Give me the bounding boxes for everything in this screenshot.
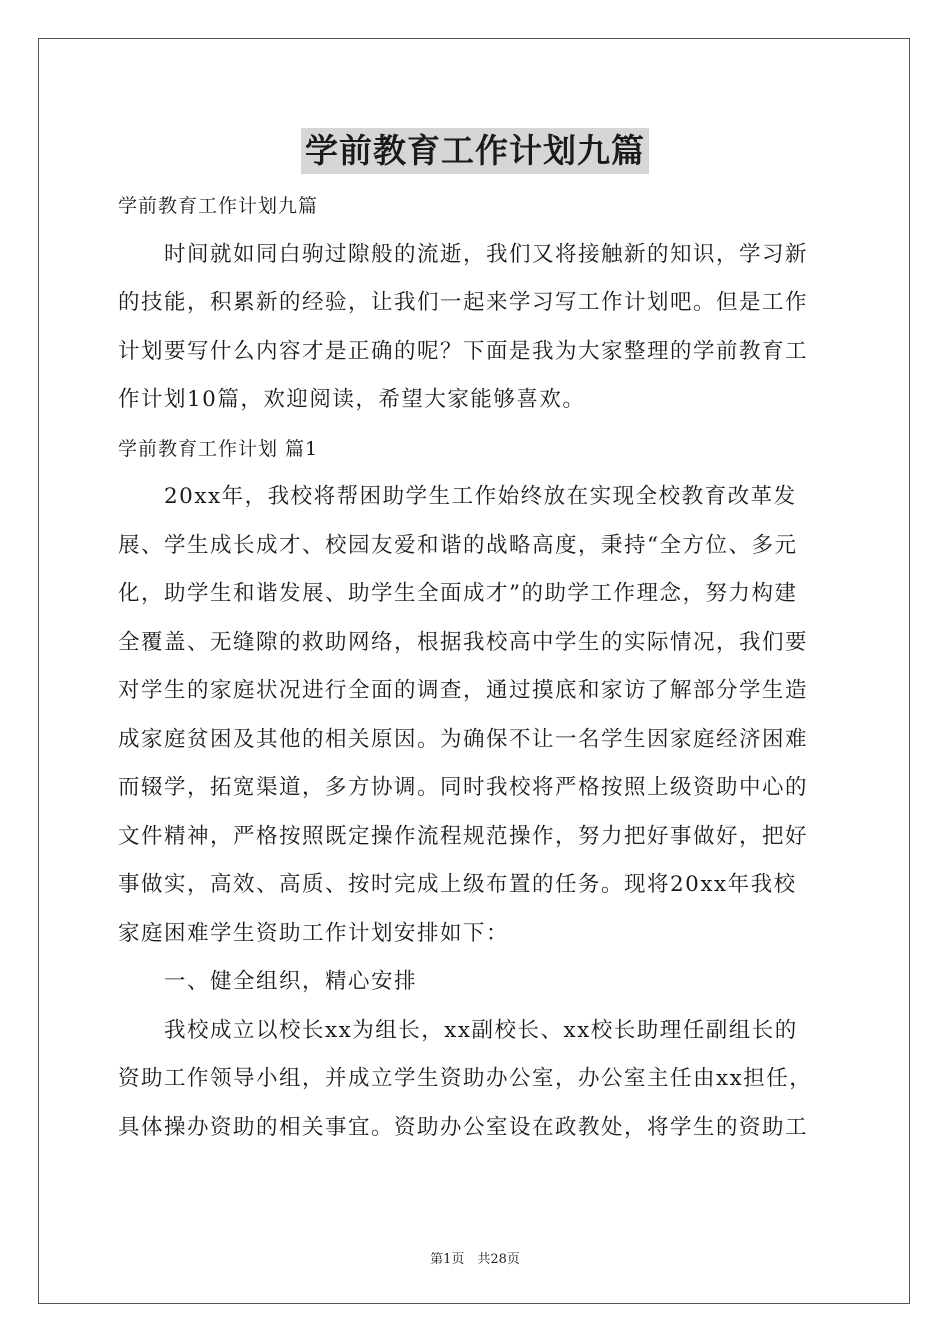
paragraph-line: 时间就如同白驹过隙般的流逝，我们又将接触新的知识，学习新 <box>164 241 809 267</box>
paragraph-line: 化，助学生和谐发展、助学生全面成才”的助学工作理念，努力构建 <box>118 581 798 606</box>
document-title: 学前教育工作计划九篇 <box>301 128 649 174</box>
subtitle-line: 学前教育工作计划九篇 <box>118 195 319 217</box>
paragraph-line: 具体操办资助的相关事宜。资助办公室设在政教处，将学生的资助工 <box>118 1114 809 1140</box>
paragraph-line: 我校成立以校长xx为组长，xx副校长、xx校长助理任副组长的 <box>164 1017 798 1043</box>
document-body <box>118 182 838 1152</box>
paragraph-line: 作计划10篇，欢迎阅读，希望大家能够喜欢。 <box>118 387 586 412</box>
paragraph-line: 资助工作领导小组，并成立学生资助办公室，办公室主任由xx担任， <box>118 1066 813 1091</box>
paragraph-line: 家庭困难学生资助工作计划安排如下： <box>118 920 510 946</box>
subsection-heading: 一、健全组织，精心安排 <box>164 969 418 994</box>
paragraph-line: 全覆盖、无缝隙的救助网络，根据我校高中学生的实际情况，我们要 <box>118 629 809 655</box>
paragraph-line: 成家庭贫困及其他的相关原因。为确保不让一名学生因家庭经济困难 <box>118 726 809 752</box>
paragraph-line: 展、学生成长成才、校园友爱和谐的战略高度，秉持“全方位、多元 <box>118 532 798 558</box>
paragraph-line: 对学生的家庭状况进行全面的调查，通过摸底和家访了解部分学生造 <box>118 678 809 703</box>
paragraph-line: 的技能，积累新的经验，让我们一起来学习写工作计划吧。但是工作 <box>118 290 809 315</box>
section-heading: 学前教育工作计划 篇1 <box>118 437 319 460</box>
paragraph-line: 事做实，高效、高质、按时完成上级布置的任务。现将20xx年我校 <box>118 872 797 897</box>
paragraph-line: 而辍学，拓宽渠道，多方协调。同时我校将严格按照上级资助中心的 <box>118 775 809 800</box>
paragraph-line: 计划要写什么内容才是正确的呢？下面是我为大家整理的学前教育工 <box>118 338 809 364</box>
title-wrap <box>0 128 950 174</box>
paragraph-line: 20xx年，我校将帮困助学生工作始终放在实现全校教育改革发 <box>164 484 797 509</box>
page-number-footer: 第1页 共28页 <box>430 1252 520 1267</box>
paragraph-line: 文件精神，严格按照既定操作流程规范操作，努力把好事做好，把好 <box>118 823 809 849</box>
